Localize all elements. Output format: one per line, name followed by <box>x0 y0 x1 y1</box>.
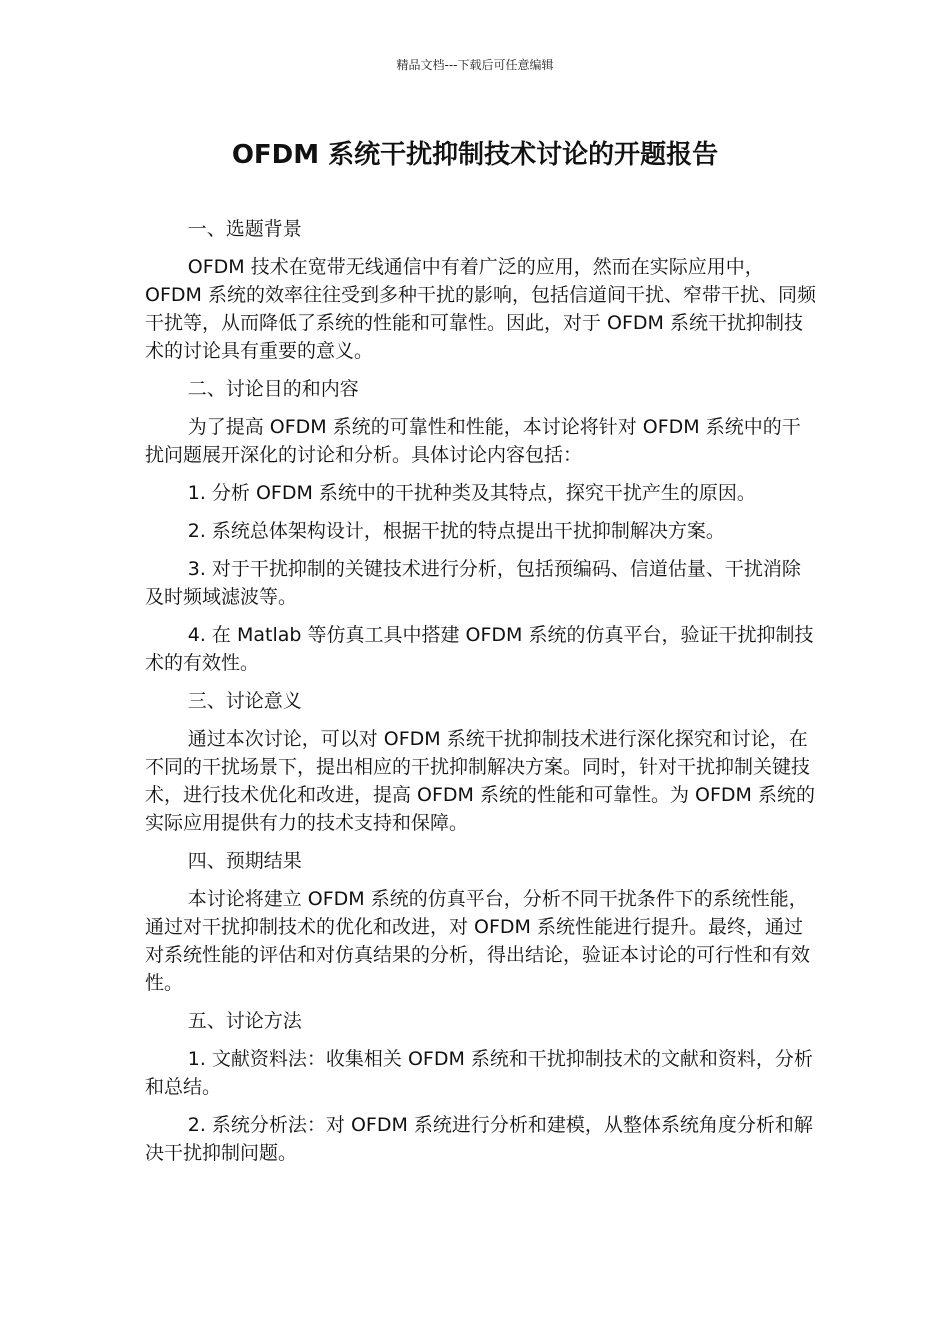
list-item-goal-1: 1. 分析 OFDM 系统中的干扰种类及其特点，探究干扰产生的原因。 <box>187 482 756 504</box>
paragraph-significance: 通过本次讨论，可以对 OFDM 系统干扰抑制技术进行深化探究和讨论，在不同的干扰场景下，提出相应的干扰抑制解决方案。同时，针对干扰抑制关键技术，进行技术优化和改进，提高 OFDM 系统的性能和可靠性。为 OFDM 系统的实际应用提供有力的技术支持和保障。 <box>145 728 815 834</box>
list-item-goal-2: 2. 系统总体架构设计，根据干扰的特点提出干扰抑制解决方案。 <box>187 520 725 542</box>
list-item-method-1: 1. 文献资料法：收集相关 OFDM 系统和干扰抑制技术的文献和资料，分析和总结。 <box>145 1048 813 1098</box>
header-note: 精品文档---下载后可任意编辑 <box>396 58 554 72</box>
section-heading-significance: 三、讨论意义 <box>187 690 302 712</box>
section-heading-background: 一、选题背景 <box>187 218 302 240</box>
document-title: OFDM 系统干扰抑制技术讨论的开题报告 <box>231 140 719 170</box>
paragraph-expected-results: 本讨论将建立 OFDM 系统的仿真平台，分析不同干扰条件下的系统性能，通过对干扰抑制技术的优化和改进，对 OFDM 系统性能进行提升。最终，通过对系统性能的评估和对仿真结果的分析，得出结论，验证本讨论的可行性和有效性。 <box>145 888 811 994</box>
paragraph-background: OFDM 技术在宽带无线通信中有着广泛的应用，然而在实际应用中，OFDM 系统的效率往往受到多种干扰的影响，包括信道间干扰、窄带干扰、同频干扰等，从而降低了系统的性能和可靠性。因此，对于 OFDM 系统干扰抑制技术的讨论具有重要的意义。 <box>145 256 816 362</box>
document-body <box>145 215 817 1177</box>
section-heading-methods: 五、讨论方法 <box>187 1010 302 1032</box>
list-item-goal-4: 4. 在 Matlab 等仿真工具中搭建 OFDM 系统的仿真平台，验证干扰抑制技术的有效性。 <box>145 624 814 674</box>
section-heading-expected-results: 四、预期结果 <box>187 850 302 872</box>
list-item-method-2: 2. 系统分析法：对 OFDM 系统进行分析和建模，从整体系统角度分析和解决干扰抑制问题。 <box>145 1114 813 1164</box>
section-heading-goals: 二、讨论目的和内容 <box>187 378 359 400</box>
list-item-goal-3: 3. 对于干扰抑制的关键技术进行分析，包括预编码、信道估量、干扰消除及时频域滤波等。 <box>145 558 801 608</box>
paragraph-goals: 为了提高 OFDM 系统的可靠性和性能，本讨论将针对 OFDM 系统中的干扰问题展开深化的讨论和分析。具体讨论内容包括： <box>145 416 801 466</box>
